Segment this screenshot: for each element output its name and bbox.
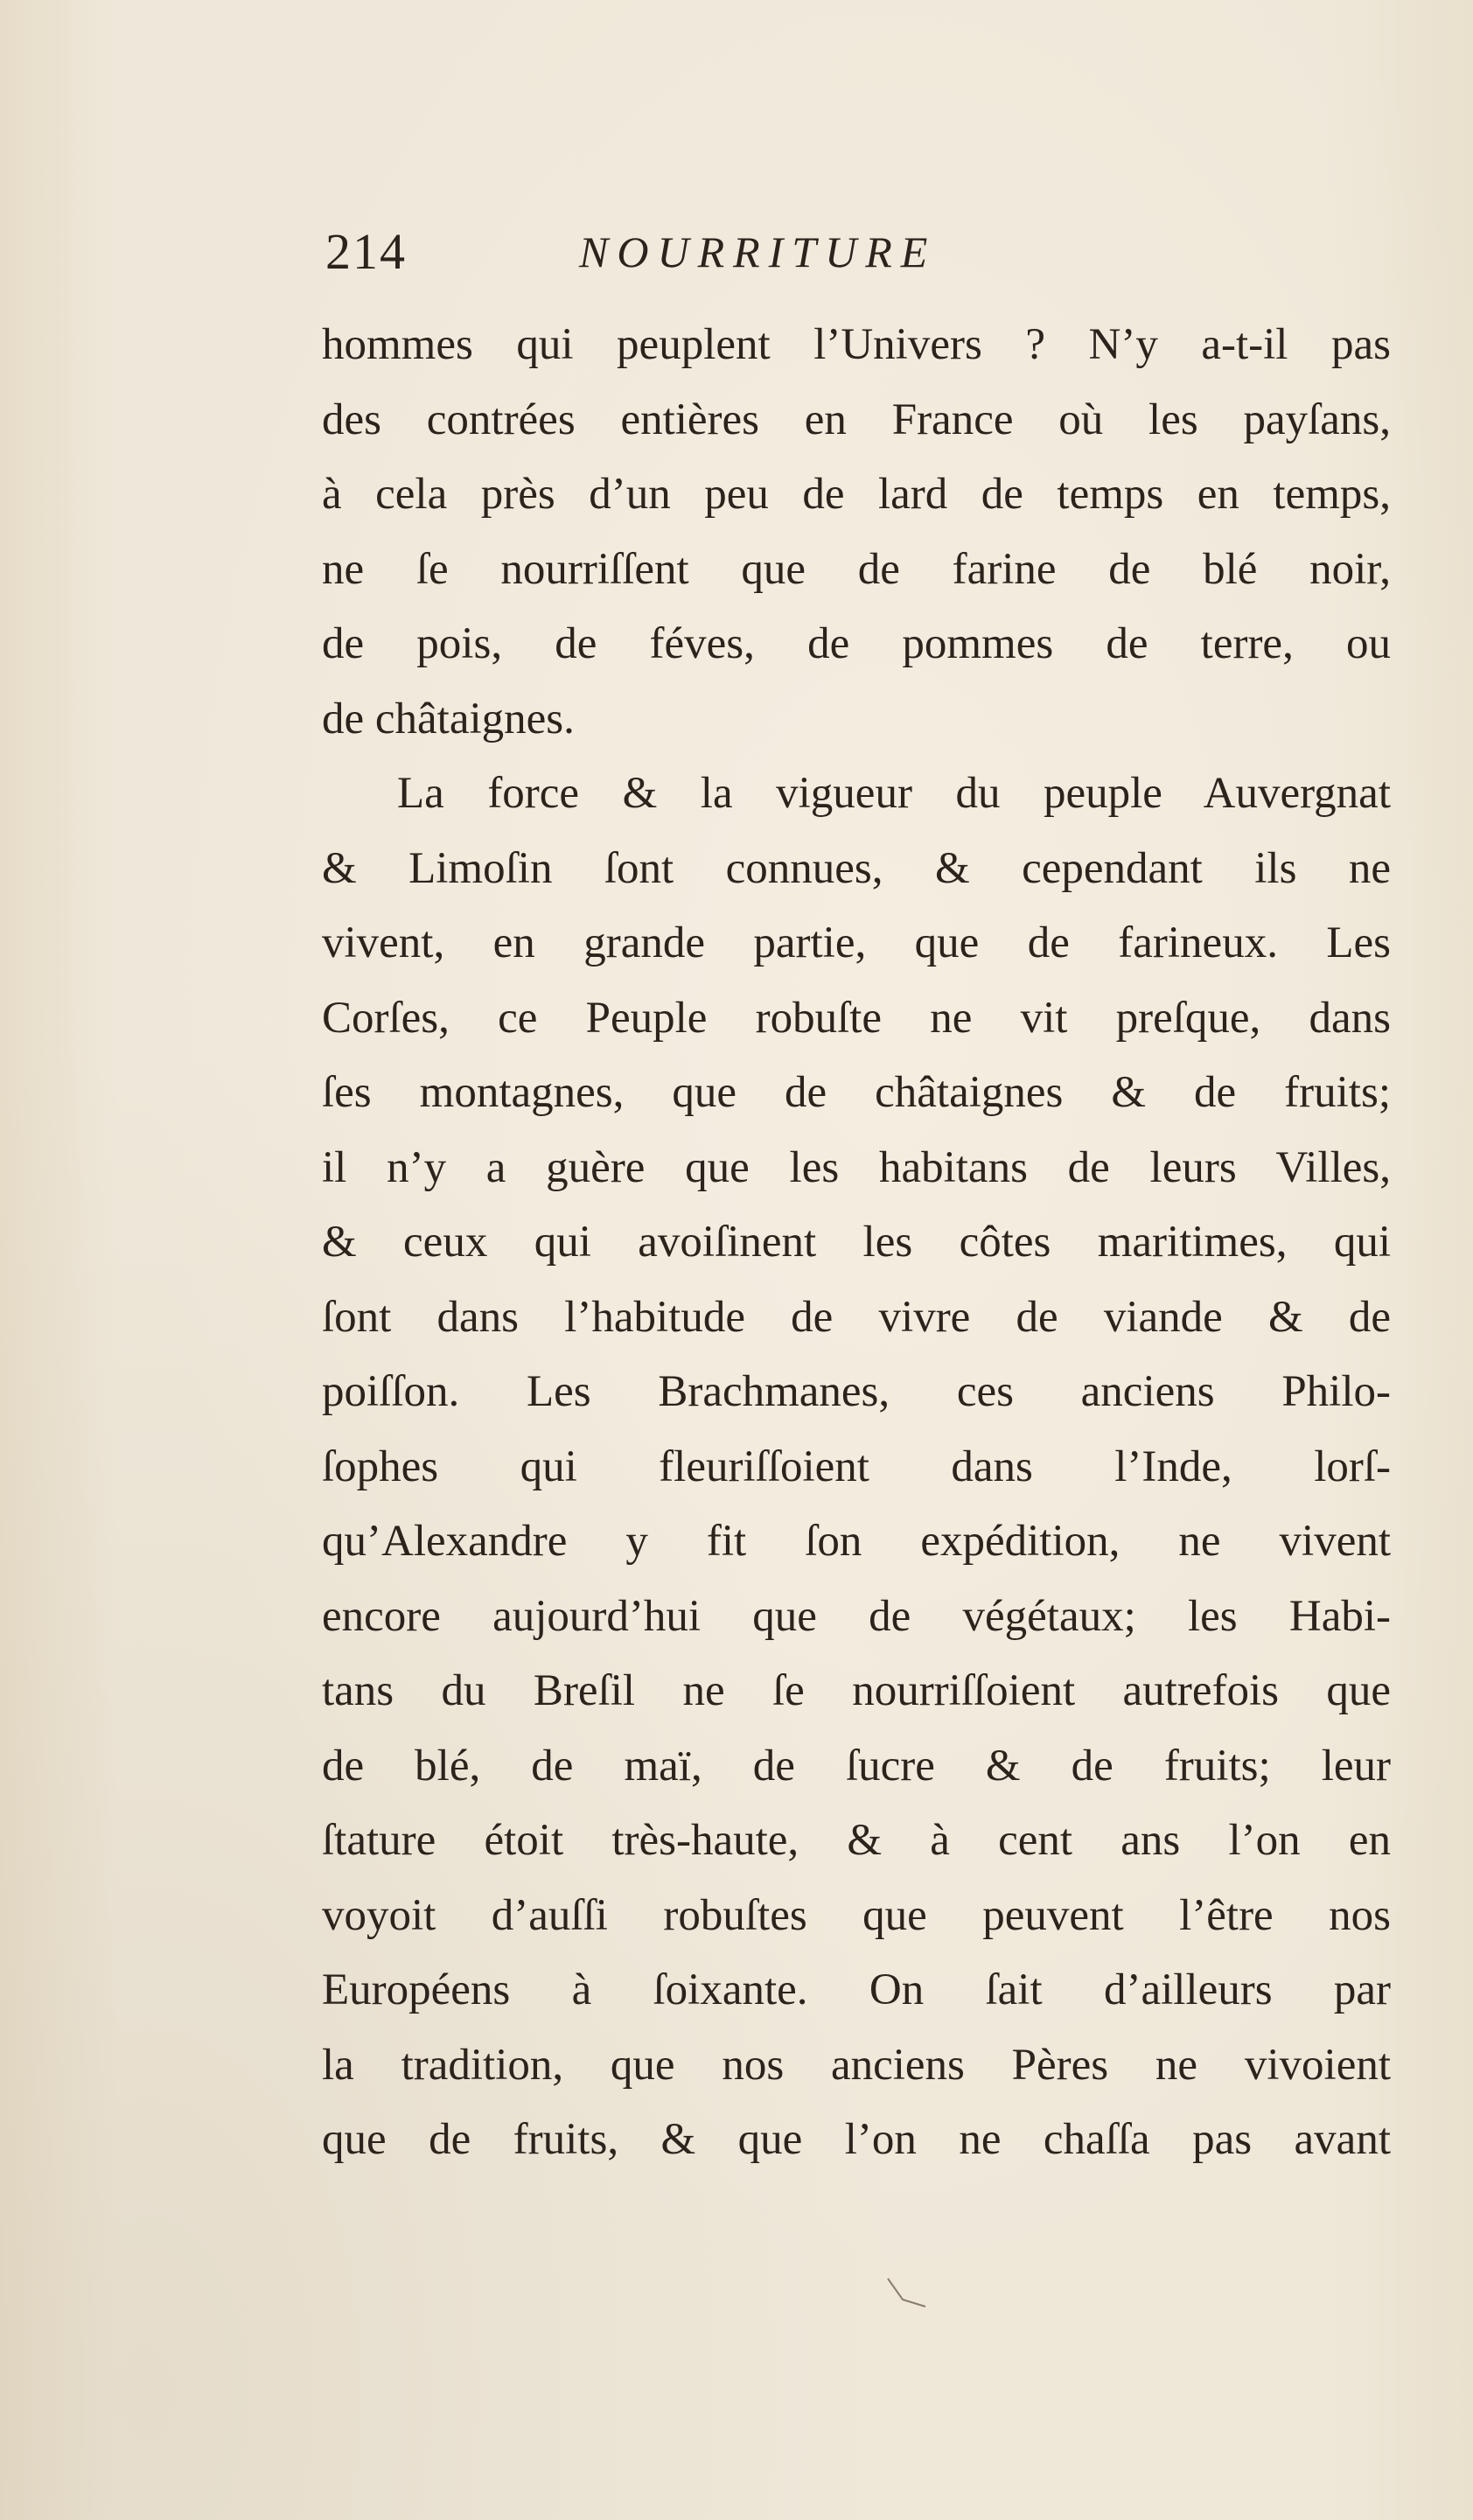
page-number: 214: [325, 223, 407, 280]
text-line: ne ſe nourriſſent que de farine de blé noir,: [322, 544, 1391, 594]
text-line: à cela près d’un peu de lard de temps en temps,: [322, 470, 1391, 519]
text-line: de châtaignes.: [322, 694, 575, 743]
text-line: & ceux qui avoiſinent les côtes maritimes, qui: [322, 1218, 1391, 1267]
running-head: [325, 217, 1200, 287]
text-line: ſtature étoit très-haute, & à cent ans l’on en: [322, 1816, 1391, 1865]
text-line: vivent, en grande partie, que de farineux. Les: [322, 918, 1391, 967]
text-line: il n’y a guère que les habitans de leurs Villes,: [322, 1142, 1391, 1192]
text-line: la tradition, que nos anciens Pères ne vivoient: [322, 2040, 1391, 2090]
text-line: qu’Alexandre y fit ſon expédition, ne vivent: [322, 1517, 1391, 1566]
text-line: des contrées entières en France où les payſans,: [322, 394, 1391, 444]
text-line: ſes montagnes, que de châtaignes & de fruits;: [322, 1068, 1391, 1117]
text-line: de blé, de maï, de ſucre & de fruits; leur: [322, 1741, 1391, 1791]
text-line: tans du Breſil ne ſe nourriſſoient autrefois que: [322, 1666, 1391, 1715]
text-line: & Limoſin ſont connues, & cependant ils ne: [322, 843, 1391, 893]
text-line: encore aujourd’hui que de végétaux; les Habi-: [322, 1591, 1391, 1641]
text-line: ſophes qui fleuriſſoient dans l’Inde, lorſ-: [322, 1441, 1391, 1491]
text-line: poiſſon. Les Brachmanes, ces anciens Philo-: [322, 1367, 1391, 1416]
running-title: NOURRITURE: [579, 227, 937, 276]
text-line: ſont dans l’habitude de vivre de viande & de: [322, 1292, 1391, 1342]
body-text: [322, 308, 1391, 2178]
text-line: La force & la vigueur du peuple Auvergnat: [397, 769, 1391, 818]
text-line: de pois, de féves, de pommes de terre, ou: [322, 619, 1391, 668]
text-line: Corſes, ce Peuple robuſte ne vit preſque, dans: [322, 993, 1391, 1043]
pencil-mark: [883, 2270, 936, 2314]
text-line: Européens à ſoixante. On ſait d’ailleurs par: [322, 1965, 1391, 2014]
text-line: hommes qui peuplent l’Univers ? N’y a-t-il pas: [322, 320, 1391, 369]
text-line: voyoit d’auſſi robuſtes que peuvent l’être nos: [322, 1890, 1391, 1940]
text-line: que de fruits, & que l’on ne chaſſa pas avant: [322, 2115, 1391, 2164]
